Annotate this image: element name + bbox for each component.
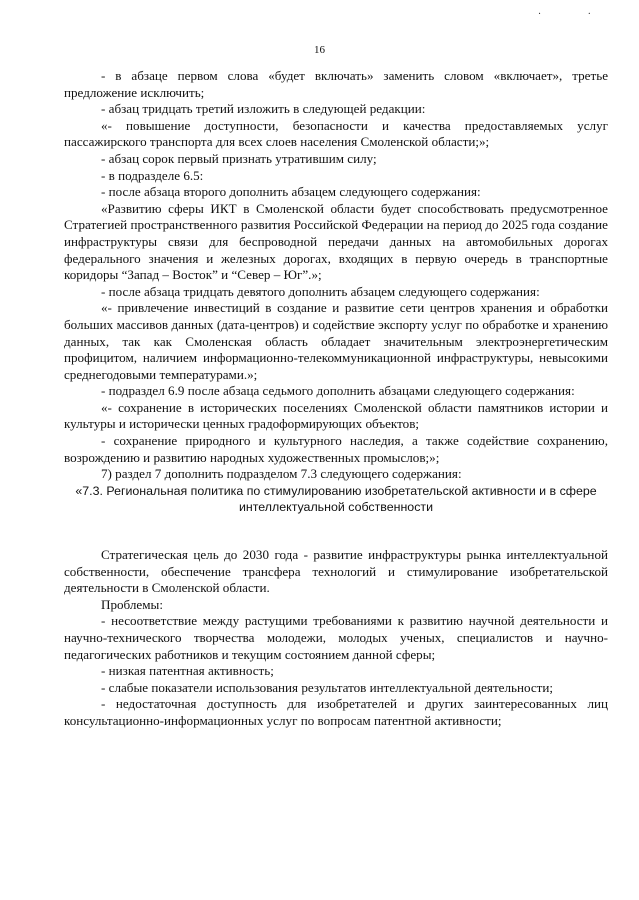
paragraph: - недостаточная доступность для изобретателей и других заинтересованных лиц консультационно-информационных услуг по вопросам патентной активности; [64, 696, 608, 728]
paragraph: - после абзаца тридцать девятого дополнить абзацем следующего содержания: [101, 283, 540, 299]
paragraph: - в абзаце первом слова «будет включать» заменить словом «включает», третье предложение исключить; [64, 68, 608, 100]
paragraph: - несоответствие между растущими требованиями к развитию научной деятельности и научно-технического творчества молодежи, молодых ученых, специалистов и научно-педагогических работников и текущим состоянием данной сферы; [64, 613, 608, 662]
paragraph: «Развитию сферы ИКТ в Смоленской области будет способствовать предусмотренное Стратегией пространственного развития Российской Федерации на период до 2025 года создание инфраструктуры связи для беспроводной передачи данных на автомобильных дорогах федерального значения и железных дорогах, входящих в первую очередь в транспортные коридоры “Запад – Восток” и “Север – Юг”.»; [64, 200, 608, 283]
page-number: 16 [314, 44, 325, 56]
paragraph: «- привлечение инвестиций в создание и развитие сети центров хранения и обработки больших массивов данных (дата-центров) и содействие экспорту услуг по обработке и хранению данных, так как Смоленская область обладает значительным электроэнергетическим профицитом, наличием информационно-телекоммуникационной инфраструктуры, невысокими среднегодовыми температурами.»; [64, 300, 608, 382]
corner-scan-marks: · · [537, 9, 613, 20]
document-body [64, 68, 608, 730]
paragraph: Стратегическая цель до 2030 года - развитие инфраструктуры рынка интеллектуальной собственности, обеспечение трансфера технологий и стимулирование изобретательской деятельности в Смоленской области. [64, 547, 608, 596]
paragraph: - низкая патентная активность; [101, 663, 274, 679]
paragraph: - абзац сорок первый признать утратившим силу; [101, 150, 377, 166]
paragraph: - абзац тридцать третий изложить в следующей редакции: [101, 101, 426, 117]
paragraph: - слабые показатели использования результатов интеллектуальной деятельности; [101, 679, 554, 695]
paragraph: - подраздел 6.9 после абзаца седьмого дополнить абзацами следующего содержания: [101, 383, 575, 399]
paragraph: «- повышение доступности, безопасности и качества предоставляемых услуг пассажирского транспорта для всех слоев населения Смоленской области;»; [64, 117, 608, 150]
paragraph: Проблемы: [101, 596, 163, 612]
paragraph: - в подразделе 6.5: [101, 167, 204, 183]
section-heading: «7.3. Региональная политика по стимулированию изобретательской активности и в сфере интеллектуальной собственности [75, 483, 597, 515]
paragraph: - после абзаца второго дополнить абзацем следующего содержания: [101, 184, 481, 200]
paragraph: - сохранение природного и культурного наследия, а также содействие сохранению, возрождению и развитию народных художественных промыслов;»; [64, 433, 608, 465]
paragraph: 7) раздел 7 дополнить подразделом 7.3 следующего содержания: [101, 466, 462, 482]
paragraph: «- сохранение в исторических поселениях Смоленской области памятников истории и культуры и исторически ценных градоформирующих объектов; [64, 399, 608, 432]
